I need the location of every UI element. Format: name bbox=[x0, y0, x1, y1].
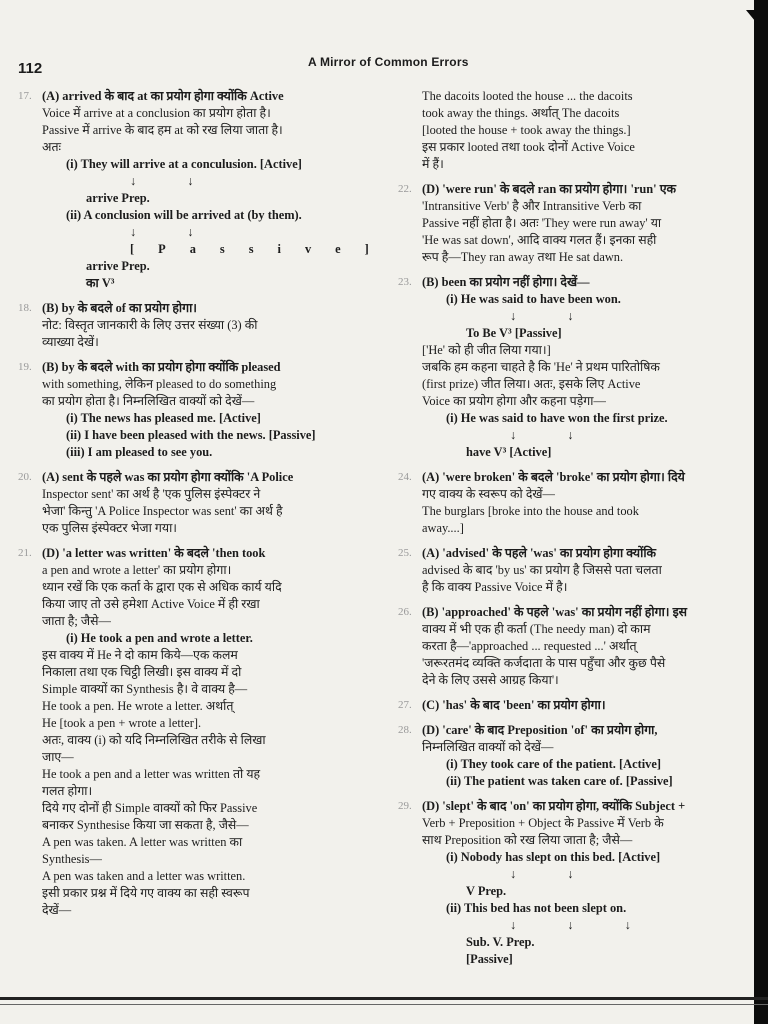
answer-block-q19 bbox=[18, 359, 378, 461]
question-number: 19. bbox=[18, 361, 32, 373]
text-line: (D) 'slept' के बाद 'on' का प्रयोग होगा, क्योंकि Subject + bbox=[422, 799, 686, 813]
answer-block-q17 bbox=[18, 88, 393, 292]
text-line: Voice में arrive at a conclusion का प्रयोग होता है। bbox=[42, 106, 271, 120]
text-line: (ii) The patient was taken care of. [Passive] bbox=[446, 774, 673, 788]
text-line: (i) Nobody has slept on this bed. [Active] bbox=[446, 850, 661, 864]
text-line: है कि वाक्य Passive Voice में है। bbox=[422, 580, 568, 594]
question-number: 25. bbox=[398, 547, 412, 559]
text-line: निकाला तथा एक चिट्ठी लिखी। इस वाक्य में दो bbox=[42, 665, 242, 679]
page-number: 112 bbox=[18, 60, 43, 77]
page-edge-bar bbox=[754, 0, 768, 1024]
text-line: Simple वाक्यों का Synthesis है। वे वाक्य है— bbox=[42, 682, 248, 696]
question-number bbox=[398, 88, 422, 173]
text-line: देखें— bbox=[42, 903, 72, 917]
text-line: 'Intransitive Verb' है और Intransitive Verb का bbox=[422, 199, 642, 213]
text-line: किया जाए तो उसे हमेशा Active Voice में ही रखा bbox=[42, 597, 260, 611]
question-number: 23. bbox=[398, 276, 412, 288]
right-column bbox=[398, 88, 750, 976]
text-line: (D) 'a letter was written' के बदले 'then took bbox=[42, 546, 266, 560]
text-line: with something, लेकिन pleased to do something bbox=[42, 377, 277, 391]
text-line: He took a pen and a letter was written तो यह bbox=[42, 767, 261, 781]
text-line: ↓ ↓ bbox=[130, 174, 218, 188]
answer-text bbox=[422, 697, 750, 714]
question-number: 29. bbox=[398, 800, 412, 812]
answer-block-q23 bbox=[398, 274, 750, 461]
question-number: 22. bbox=[398, 183, 412, 195]
answer-text bbox=[42, 469, 378, 537]
text-line: में हैं। bbox=[422, 157, 444, 171]
text-line: दिये गए दोनों ही Simple वाक्यों को फिर Passive bbox=[42, 801, 258, 815]
question-number: 24. bbox=[398, 471, 412, 483]
answer-block-q29 bbox=[398, 798, 750, 968]
question-number: 27. bbox=[398, 699, 412, 711]
text-line: (i) The news has pleased me. [Active] bbox=[66, 411, 261, 425]
text-line: का V³ bbox=[86, 276, 115, 290]
answer-block-q18 bbox=[18, 300, 378, 351]
text-line: The dacoits looted the house ... the dacoits bbox=[422, 89, 633, 103]
text-line: जाए— bbox=[42, 750, 74, 764]
text-line: निम्नलिखित वाक्यों को देखें— bbox=[422, 740, 554, 754]
answer-text bbox=[42, 359, 378, 461]
text-line: नोट: विस्तृत जानकारी के लिए उत्तर संख्या (3) की bbox=[42, 318, 258, 332]
text-line: have V³ [Active] bbox=[466, 445, 552, 459]
text-line: ↓ ↓ bbox=[510, 867, 598, 881]
text-line: (B) by के बदले with का प्रयोग होगा क्योंकि pleased bbox=[42, 360, 281, 374]
text-line: (A) 'advised' के पहले 'was' का प्रयोग होगा क्योंकि bbox=[422, 546, 657, 560]
text-line: साथ Preposition को रख लिया जाता है; जैसे— bbox=[422, 833, 633, 847]
question-number: 21. bbox=[18, 547, 32, 559]
text-line: [Passive] bbox=[466, 952, 513, 966]
text-line: इस वाक्य में He ने दो काम किये—एक कलम bbox=[42, 648, 238, 662]
text-line: अतः, वाक्य (i) को यदि निम्नलिखित तरीके से लिखा bbox=[42, 733, 266, 747]
text-line: (D) 'care' के बाद Preposition 'of' का प्रयोग होगा, bbox=[422, 723, 658, 737]
text-line: (A) sent के पहले was का प्रयोग होगा क्योंकि 'A Police bbox=[42, 470, 294, 484]
answer-block-q24 bbox=[398, 469, 750, 537]
text-line: एक पुलिस इंस्पेक्टर भेजा गया। bbox=[42, 521, 177, 535]
text-line: Sub. V. Prep. bbox=[466, 935, 535, 949]
text-line: Inspector sent' का अर्थ है 'एक पुलिस इंस्पेक्टर ने bbox=[42, 487, 261, 501]
question-number: 20. bbox=[18, 471, 32, 483]
text-line: arrive Prep. bbox=[86, 259, 150, 273]
text-line: ↓ ↓ bbox=[510, 428, 598, 442]
text-line: a pen and wrote a letter' का प्रयोग होगा। bbox=[42, 563, 232, 577]
question-number: 18. bbox=[18, 302, 32, 314]
answer-block-q25 bbox=[398, 545, 750, 596]
text-line: He took a pen. He wrote a letter. अर्थात् bbox=[42, 699, 234, 713]
text-line: He [took a pen + wrote a letter]. bbox=[42, 716, 202, 730]
question-number: 17. bbox=[18, 90, 32, 102]
text-line: took away the things. अर्थात् The dacoits bbox=[422, 106, 620, 120]
text-line: Passive नहीं होता है। अतः 'They were run away' या bbox=[422, 216, 662, 230]
left-column bbox=[18, 88, 393, 927]
text-line: (B) been का प्रयोग नहीं होगा। देखें— bbox=[422, 275, 590, 289]
text-line: (i) He was said to have won the first prize. bbox=[446, 411, 668, 425]
text-line: जाता है; जैसे— bbox=[42, 614, 111, 628]
text-line: वाक्य में भी एक ही कर्ता (The needy man) दो काम bbox=[422, 622, 651, 636]
text-line: (i) They will arrive at a conculusion. [Active] bbox=[66, 157, 302, 171]
text-line: Synthesis— bbox=[42, 852, 102, 866]
text-line: away....] bbox=[422, 521, 464, 535]
answer-block-q21 bbox=[18, 545, 378, 919]
text-line: (first prize) जीत लिया। अतः, इसके लिए Active bbox=[422, 377, 641, 391]
text-line: जबकि हम कहना चाहते है कि 'He' ने प्रथम पारितोषिक bbox=[422, 360, 660, 374]
text-line: करता है—'approached ... requested ...' अर्थात् bbox=[422, 639, 637, 653]
text-line: Passive में arrive के बाद हम at को रख लिया जाता है। bbox=[42, 123, 283, 137]
text-line: इस प्रकार looted तथा took दोनों Active Voice bbox=[422, 140, 635, 154]
text-line: ['He' को ही जीत लिया गया।] bbox=[422, 343, 551, 357]
text-line: (A) arrived के बाद at का प्रयोग होगा क्योंकि Active bbox=[42, 89, 284, 103]
text-line: (A) 'were broken' के बदले 'broke' का प्रयोग होगा। दिये bbox=[422, 470, 685, 484]
text-line: अतः bbox=[42, 140, 62, 154]
answer-text bbox=[422, 181, 750, 266]
answer-block-q26 bbox=[398, 604, 750, 689]
text-line: (ii) A conclusion will be arrived at (by them). bbox=[66, 208, 302, 222]
text-line: ↓ ↓ ↓ bbox=[510, 918, 655, 932]
text-line: व्याख्या देखें। bbox=[42, 335, 99, 349]
text-line: 'He was sat down', आदि वाक्य गलत हैं। इनका सही bbox=[422, 233, 657, 247]
text-line: भेजा' किन्तु 'A Police Inspector was sent' का अर्थ है bbox=[42, 504, 283, 518]
text-line: A pen was taken and a letter was written. bbox=[42, 869, 246, 883]
text-line: (B) by के बदले of का प्रयोग होगा। bbox=[42, 301, 197, 315]
text-line: बनाकर Synthesise किया जा सकता है, जैसे— bbox=[42, 818, 249, 832]
page-corner-mark bbox=[746, 10, 764, 32]
text-line: arrive Prep. bbox=[86, 191, 150, 205]
question-number: 28. bbox=[398, 724, 412, 736]
text-line: advised के बाद 'by us' का प्रयोग है जिससे पता चलता bbox=[422, 563, 662, 577]
text-line: (i) He was said to have been won. bbox=[446, 292, 621, 306]
text-line: The burglars [broke into the house and took bbox=[422, 504, 639, 518]
text-line: A pen was taken. A letter was written का bbox=[42, 835, 243, 849]
text-line: ध्यान रखें कि एक कर्ता के द्वारा एक से अधिक कार्य यदि bbox=[42, 580, 282, 594]
answer-text bbox=[422, 722, 750, 790]
answer-text bbox=[422, 545, 750, 596]
text-line: Verb + Preposition + Object के Passive में Verb के bbox=[422, 816, 664, 830]
text-line: (i) They took care of the patient. [Active] bbox=[446, 757, 661, 771]
answer-text bbox=[422, 604, 750, 689]
text-line: To Be V³ [Passive] bbox=[466, 326, 562, 340]
text-line: (ii) This bed has not been slept on. bbox=[446, 901, 627, 915]
text-line: (ii) I have been pleased with the news. [Passive] bbox=[66, 428, 316, 442]
answer-block-q20 bbox=[18, 469, 378, 537]
text-line: 'जरूरतमंद व्यक्ति कर्जदाता के पास पहुँचा और कुछ पैसे bbox=[422, 656, 666, 670]
text-line: रूप है—They ran away तथा He sat dawn. bbox=[422, 250, 624, 264]
bottom-rule-thin bbox=[0, 1004, 768, 1005]
answer-text bbox=[422, 798, 750, 968]
answer-text bbox=[422, 88, 750, 173]
text-line: देने के लिए उससे आग्रह किया'। bbox=[422, 673, 559, 687]
text-line: Voice का प्रयोग होगा और कहना पड़ेगा— bbox=[422, 394, 606, 408]
text-line: गलत होगा। bbox=[42, 784, 93, 798]
answer-block-q21c bbox=[398, 88, 750, 173]
text-line: (iii) I am pleased to see you. bbox=[66, 445, 213, 459]
answer-text bbox=[422, 469, 750, 537]
text-line: इसी प्रकार प्रश्न में दिये गए वाक्य का सही स्वरूप bbox=[42, 886, 250, 900]
text-line: (D) 'were run' के बदले ran का प्रयोग होगा। 'run' एक bbox=[422, 182, 677, 196]
text-line: (B) 'approached' के पहले 'was' का प्रयोग नहीं होगा। इस bbox=[422, 605, 688, 619]
text-line: गए वाक्य के स्वरूप को देखें— bbox=[422, 487, 555, 501]
text-line: ↓ ↓ bbox=[510, 309, 598, 323]
answer-text bbox=[42, 545, 378, 919]
text-line: ↓ ↓ [Passive] bbox=[130, 225, 393, 256]
question-number: 26. bbox=[398, 606, 412, 618]
bottom-rule bbox=[0, 997, 768, 1000]
text-line: (i) He took a pen and wrote a letter. bbox=[66, 631, 253, 645]
running-title: A Mirror of Common Errors bbox=[308, 55, 469, 69]
answer-block-q28 bbox=[398, 722, 750, 790]
answer-text bbox=[42, 88, 393, 292]
answer-text bbox=[42, 300, 378, 351]
text-line: का प्रयोग होता है। निम्नलिखित वाक्यों को देखें— bbox=[42, 394, 255, 408]
text-line: (C) 'has' के बाद 'been' का प्रयोग होगा। bbox=[422, 698, 606, 712]
answer-block-q22 bbox=[398, 181, 750, 266]
text-line: V Prep. bbox=[466, 884, 507, 898]
text-line: [looted the house + took away the things.] bbox=[422, 123, 631, 137]
answer-block-q27 bbox=[398, 697, 750, 714]
answer-text bbox=[422, 274, 750, 461]
